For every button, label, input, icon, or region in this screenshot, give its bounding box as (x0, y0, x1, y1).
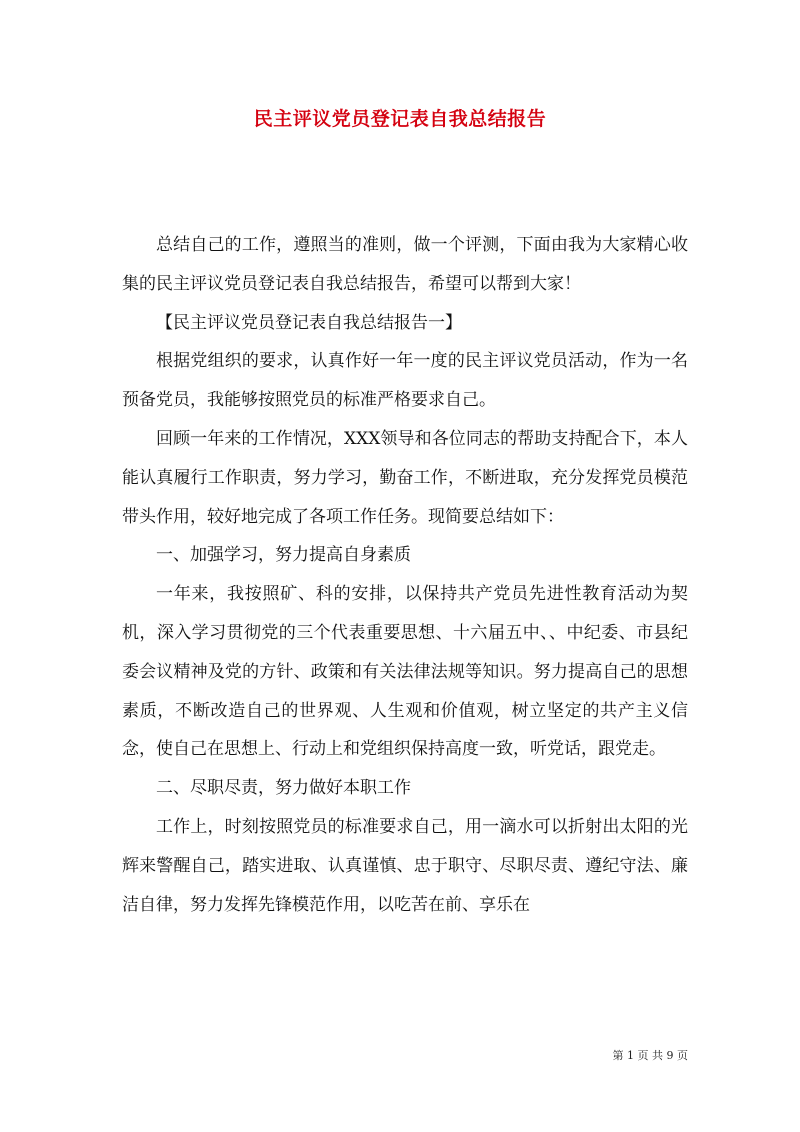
page-number: 第 1 页 共 9 页 (612, 1049, 688, 1062)
paragraph: 工作上，时刻按照党员的标准要求自己，用一滴水可以折射出太阳的光辉来警醒自己，踏实进取、认真谨慎、忠于职守、尽职尽责、遵纪守法、廉洁自律，努力发挥先锋模范作用，以吃苦在前、享乐在 (122, 816, 688, 915)
document-body (122, 226, 688, 924)
subheading-duty: 二、尽职尽责，努力做好本职工作 (156, 778, 411, 799)
paragraph: 回顾一年来的工作情况，XXX领导和各位同志的帮助支持配合下，本人能认真履行工作职责，努力学习，勤奋工作，不断进取，充分发挥党员模范带头作用，较好地完成了各项工作任务。现简要总结如下： (122, 428, 688, 527)
document-title: 民主评议党员登记表自我总结报告 (253, 108, 547, 130)
section-heading-report-one: 【民主评议党员登记表自我总结报告一】 (156, 312, 462, 333)
paragraph-intro: 总结自己的工作，遵照当的准则，做一个评测，下面由我为大家精心收集的民主评议党员登记表自我总结报告，希望可以帮到大家！ (122, 235, 688, 294)
paragraph: 根据党组织的要求，认真作好一年一度的民主评议党员活动，作为一名预备党员，我能够按照党员的标准严格要求自己。 (122, 351, 688, 411)
paragraph: 一年来，我按照矿、科的安排，以保持共产党员先进性教育活动为契机，深入学习贯彻党的三个代表重要思想、十六届五中、、中纪委、市县纪委会议精神及党的方针、政策和有关法律法规等知识。努力提高自己的思想素质，不断改造自己的世界观、人生观和价值观，树立坚定的共产主义信念，使自己在思想上、行动上和党组织保持高度一致，听党话，跟党走。 (122, 584, 688, 760)
subheading-study: 一、加强学习，努力提高自身素质 (156, 545, 411, 566)
